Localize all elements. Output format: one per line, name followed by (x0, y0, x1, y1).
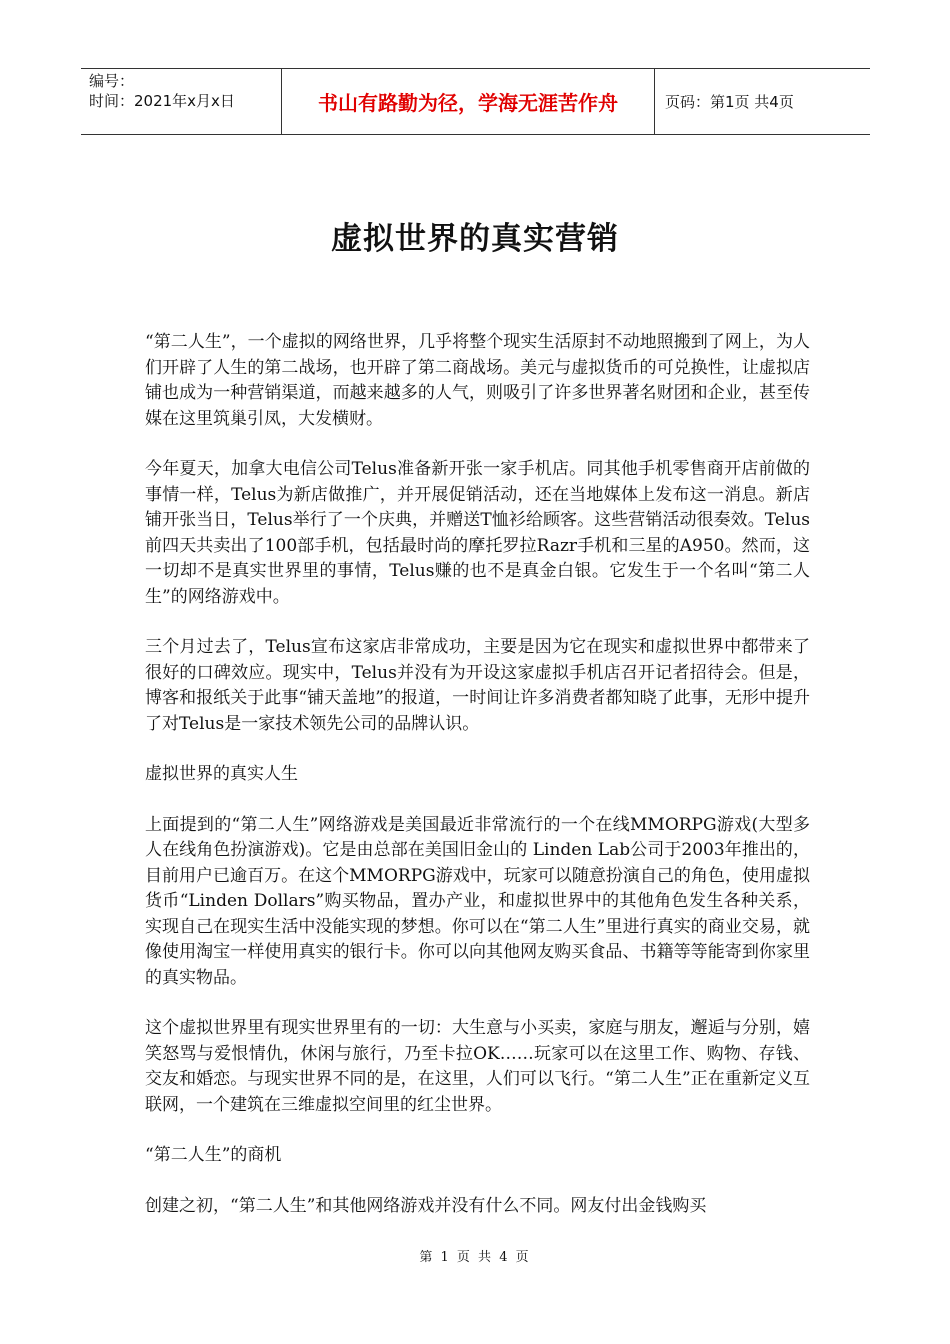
paragraph-2: 今年夏天，加拿大电信公司Telus准备新开张一家手机店。同其他手机零售商开店前做的事情一样，Telus为新店做推广，并开展促销活动，还在当地媒体上发布这一消息。新店铺开张当日，Telus举行了一个庆典，并赠送T恤衫给顾客。这些营销活动很奏效。Telus前四天共卖出了100部手机，包括最时尚的摩托罗拉Razr手机和三星的A950。然而，这一切却不是真实世界里的事情，Telus赚的也不是真金白银。它发生于一个名叫“第二人生”的网络游戏中。 (145, 459, 810, 607)
section-heading-virtual-life: 虚拟世界的真实人生 (145, 764, 298, 784)
paragraph-4: 上面提到的“第二人生”网络游戏是美国最近非常流行的一个在线MMORPG游戏(大型多人在线角色扮演游戏)。它是由总部在美国旧金山的 Linden Lab公司于2003年推出的，目前用户已逾百万。在这个MMORPG游戏中，玩家可以随意扮演自己的角色，使用虚拟货币“Linden Dollars”购买物品，置办产业，和虚拟世界中的其他角色发生各种关系，实现自己在现实生活中没能实现的梦想。你可以在“第二人生”里进行真实的商业交易，就像使用淘宝一样使用真实的银行卡。你可以向其他网友购买食品、书籍等等能寄到你家里的真实物品。 (145, 814, 810, 988)
paragraph-3: 三个月过去了，Telus宣布这家店非常成功，主要是因为它在现实和虚拟世界中都带来了很好的口碑效应。现实中，Telus并没有为开设这家虚拟手机店召开记者招待会。但是，博客和报纸关于此事“铺天盖地”的报道，一时间让许多消费者都知晓了此事，无形中提升了对Telus是一家技术领先公司的品牌认识。 (145, 637, 810, 734)
article-body (145, 330, 810, 1244)
page-footer: 第 1 页 共 4 页 (419, 1250, 531, 1265)
header-meta-cell (81, 69, 282, 134)
page-info: 页码：第1页 共4页 (665, 93, 794, 111)
paragraph-5: 这个虚拟世界里有现实世界里有的一切：大生意与小买卖，家庭与朋友，邂逅与分别，嬉笑怒骂与爱恨情仇，休闲与旅行，乃至卡拉OK……玩家可以在这里工作、购物、存钱、交友和婚恋。与现实世界不同的是，在这里，人们可以飞行。“第二人生”正在重新定义互联网，一个建筑在三维虚拟空间里的红尘世界。 (145, 1018, 810, 1115)
page-title: 虚拟世界的真实营销 (331, 221, 619, 257)
motto: 书山有路勤为径，学海无涯苦作舟 (282, 69, 655, 134)
paragraph-6: 创建之初，“第二人生”和其他网络游戏并没有什么不同。网友付出金钱购买 (145, 1195, 707, 1216)
header-table (81, 68, 870, 135)
section-heading-business: “第二人生”的商机 (145, 1145, 282, 1165)
paragraph-1: “第二人生”，一个虚拟的网络世界，几乎将整个现实生活原封不动地照搬到了网上，为人们开辟了人生的第二战场，也开辟了第二商战场。美元与虚拟货币的可兑换性，让虚拟店铺也成为一种营销渠道，而越来越多的人气，则吸引了许多世界著名财团和企业，甚至传媒在这里筑巢引凤，大发横财。 (145, 332, 810, 429)
number-label: 编号： (89, 72, 135, 90)
date-label: 时间：2021年x月x日 (89, 92, 235, 110)
